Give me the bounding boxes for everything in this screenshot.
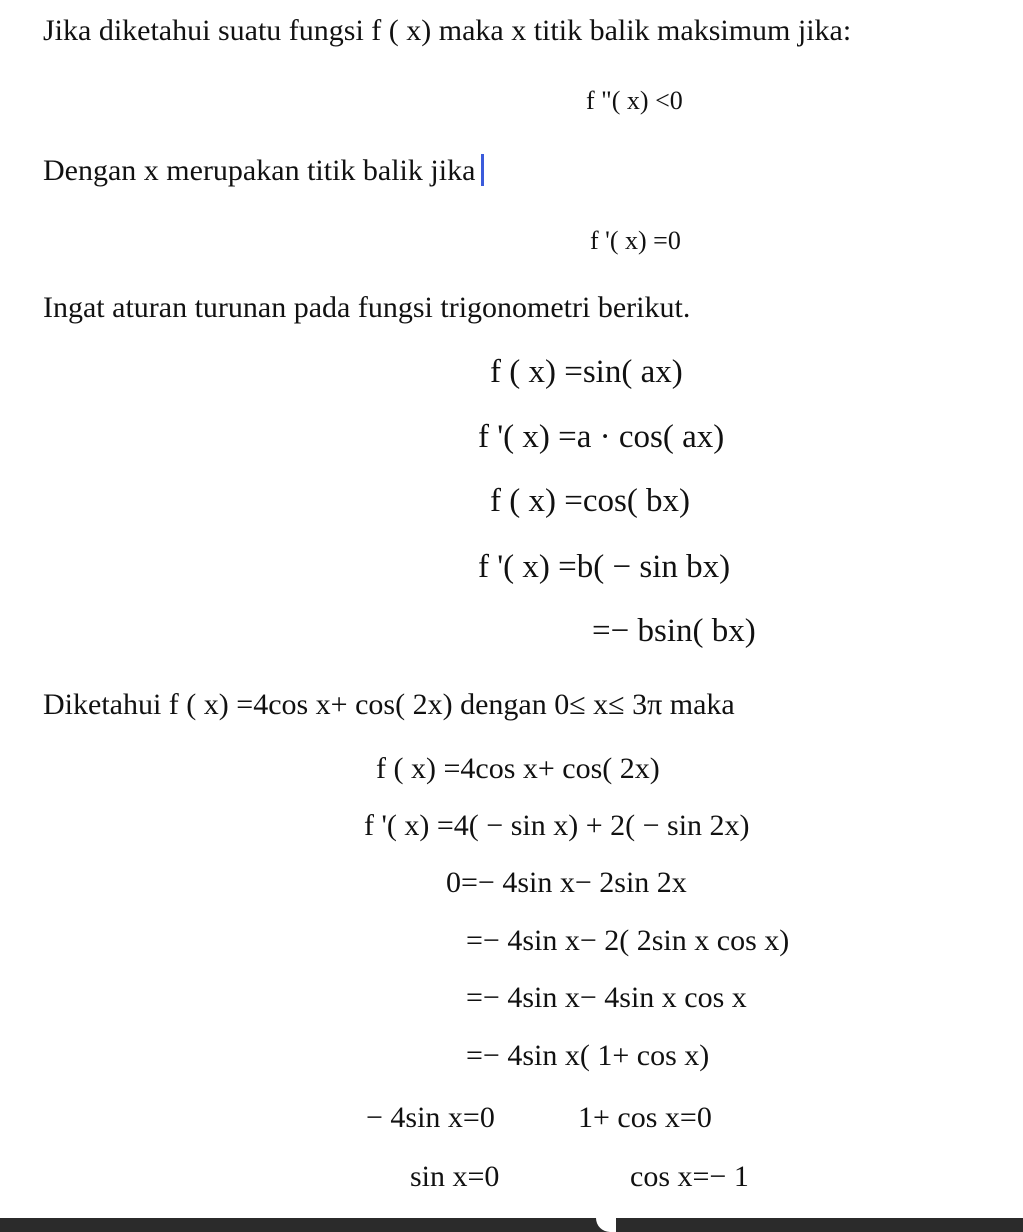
derivation-line: f '( x) =4( − sin x) + 2( − sin 2x) <box>364 809 750 842</box>
case-left-line: − 4sin x=0 <box>366 1101 495 1134</box>
text-cursor <box>481 154 484 186</box>
intro-paragraph: Jika diketahui suatu fungsi f ( x) maka x titik balik maksimum jika: <box>43 14 852 47</box>
rule-line: f '( x) =a · cos( ax) <box>478 419 725 455</box>
given-paragraph: Diketahui f ( x) =4cos x+ cos( 2x) dengan 0≤ x≤ 3π maka <box>43 688 735 721</box>
max-condition-equation: f "( x) <0 <box>586 86 683 115</box>
rule-line: f ( x) =sin( ax) <box>490 354 683 390</box>
rules-intro-paragraph: Ingat aturan turunan pada fungsi trigonometri berikut. <box>43 291 691 324</box>
case-right-line: 1+ cos x=0 <box>578 1101 712 1134</box>
stationary-paragraph-text: Dengan x merupakan titik balik jika <box>43 154 476 187</box>
derivation-line: =− 4sin x( 1+ cos x) <box>466 1039 710 1072</box>
rule-line: f '( x) =b( − sin bx) <box>478 549 731 585</box>
derivation-line: =− 4sin x− 4sin x cos x <box>466 981 747 1014</box>
rule-line: =− bsin( bx) <box>592 613 756 649</box>
derivation-line: =− 4sin x− 2( 2sin x cos x) <box>466 924 790 957</box>
bottom-toolbar-edge <box>0 1218 1023 1232</box>
stationary-condition-equation: f '( x) =0 <box>590 226 681 255</box>
stationary-paragraph <box>43 154 484 188</box>
derivation-line: f ( x) =4cos x+ cos( 2x) <box>376 752 660 785</box>
rule-line: f ( x) =cos( bx) <box>490 483 691 519</box>
derivation-line: 0=− 4sin x− 2sin 2x <box>446 866 687 899</box>
case-right-line: cos x=− 1 <box>630 1160 749 1193</box>
case-left-line: sin x=0 <box>410 1160 500 1193</box>
